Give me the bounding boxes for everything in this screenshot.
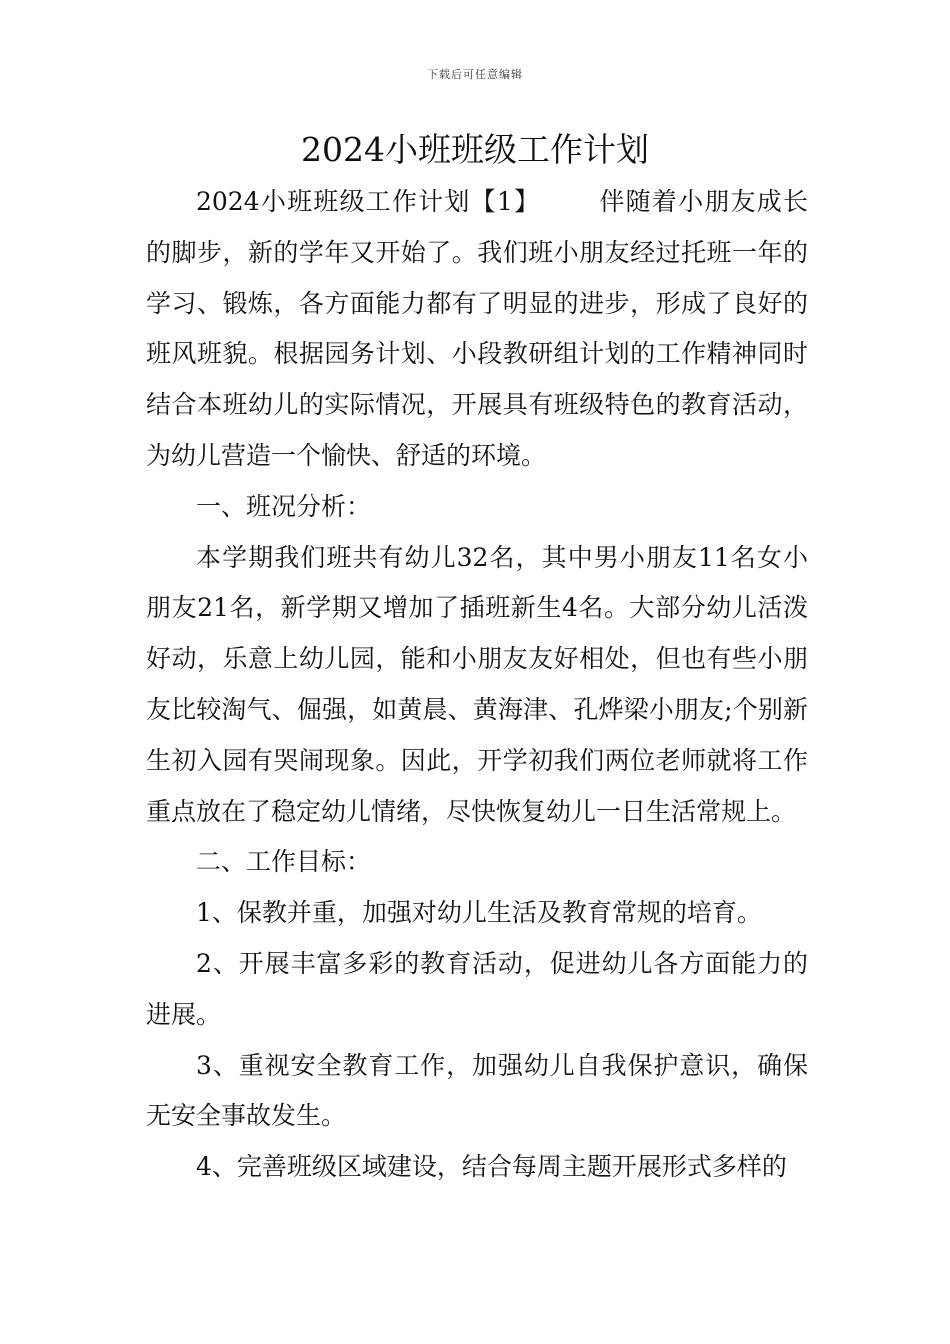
intro-paragraph [146,177,808,482]
goal-item-4: 4、完善班级区域建设，结合每周主题开展形式多样的 [196,1152,787,1182]
document-title: 2024小班班级工作计划 [301,130,649,169]
goal-item-3: 3、重视安全教育工作，加强幼儿自我保护意识，确保无安全事故发生。 [146,1050,808,1131]
section1-paragraph: 本学期我们班共有幼儿32名，其中男小朋友11名女小朋友21名，新学期又增加了插班新生4名。大部分幼儿活泼好动，乐意上幼儿园，能和小朋友友好相处，但也有些小朋友比较淘气、倔强，如黄晨、黄海津、孔烨梁小朋友;个别新生初入园有哭闹现象。因此，开学初我们两位老师就将工作重点放在了稳定幼儿情绪，尽快恢复幼儿一日生活常规上。 [146,542,808,826]
page-header-note: 下载后可任意编辑 [427,68,523,81]
intro-heading: 2024小班班级工作计划【1】 [196,187,541,216]
goal-item-2: 2、开展丰富多彩的教育活动，促进幼儿各方面能力的进展。 [146,948,808,1029]
section2-heading: 二、工作目标： [196,847,372,877]
intro-text: 伴随着小朋友成长的脚步，新的学年又开始了。我们班小朋友经过托班一年的学习、锻炼，各方面能力都有了明显的进步，形成了良好的班风班貌。根据园务计划、小段教研组计划的工作精神同时结合本班幼儿的实际情况，开展具有班级特色的教育活动，为幼儿营造一个愉快、舒适的环境。 [146,187,808,470]
goal-item-1: 1、保教并重，加强对幼儿生活及教育常规的培育。 [196,898,762,928]
section1-heading: 一、班况分析： [196,491,372,521]
document-body [146,177,808,1193]
